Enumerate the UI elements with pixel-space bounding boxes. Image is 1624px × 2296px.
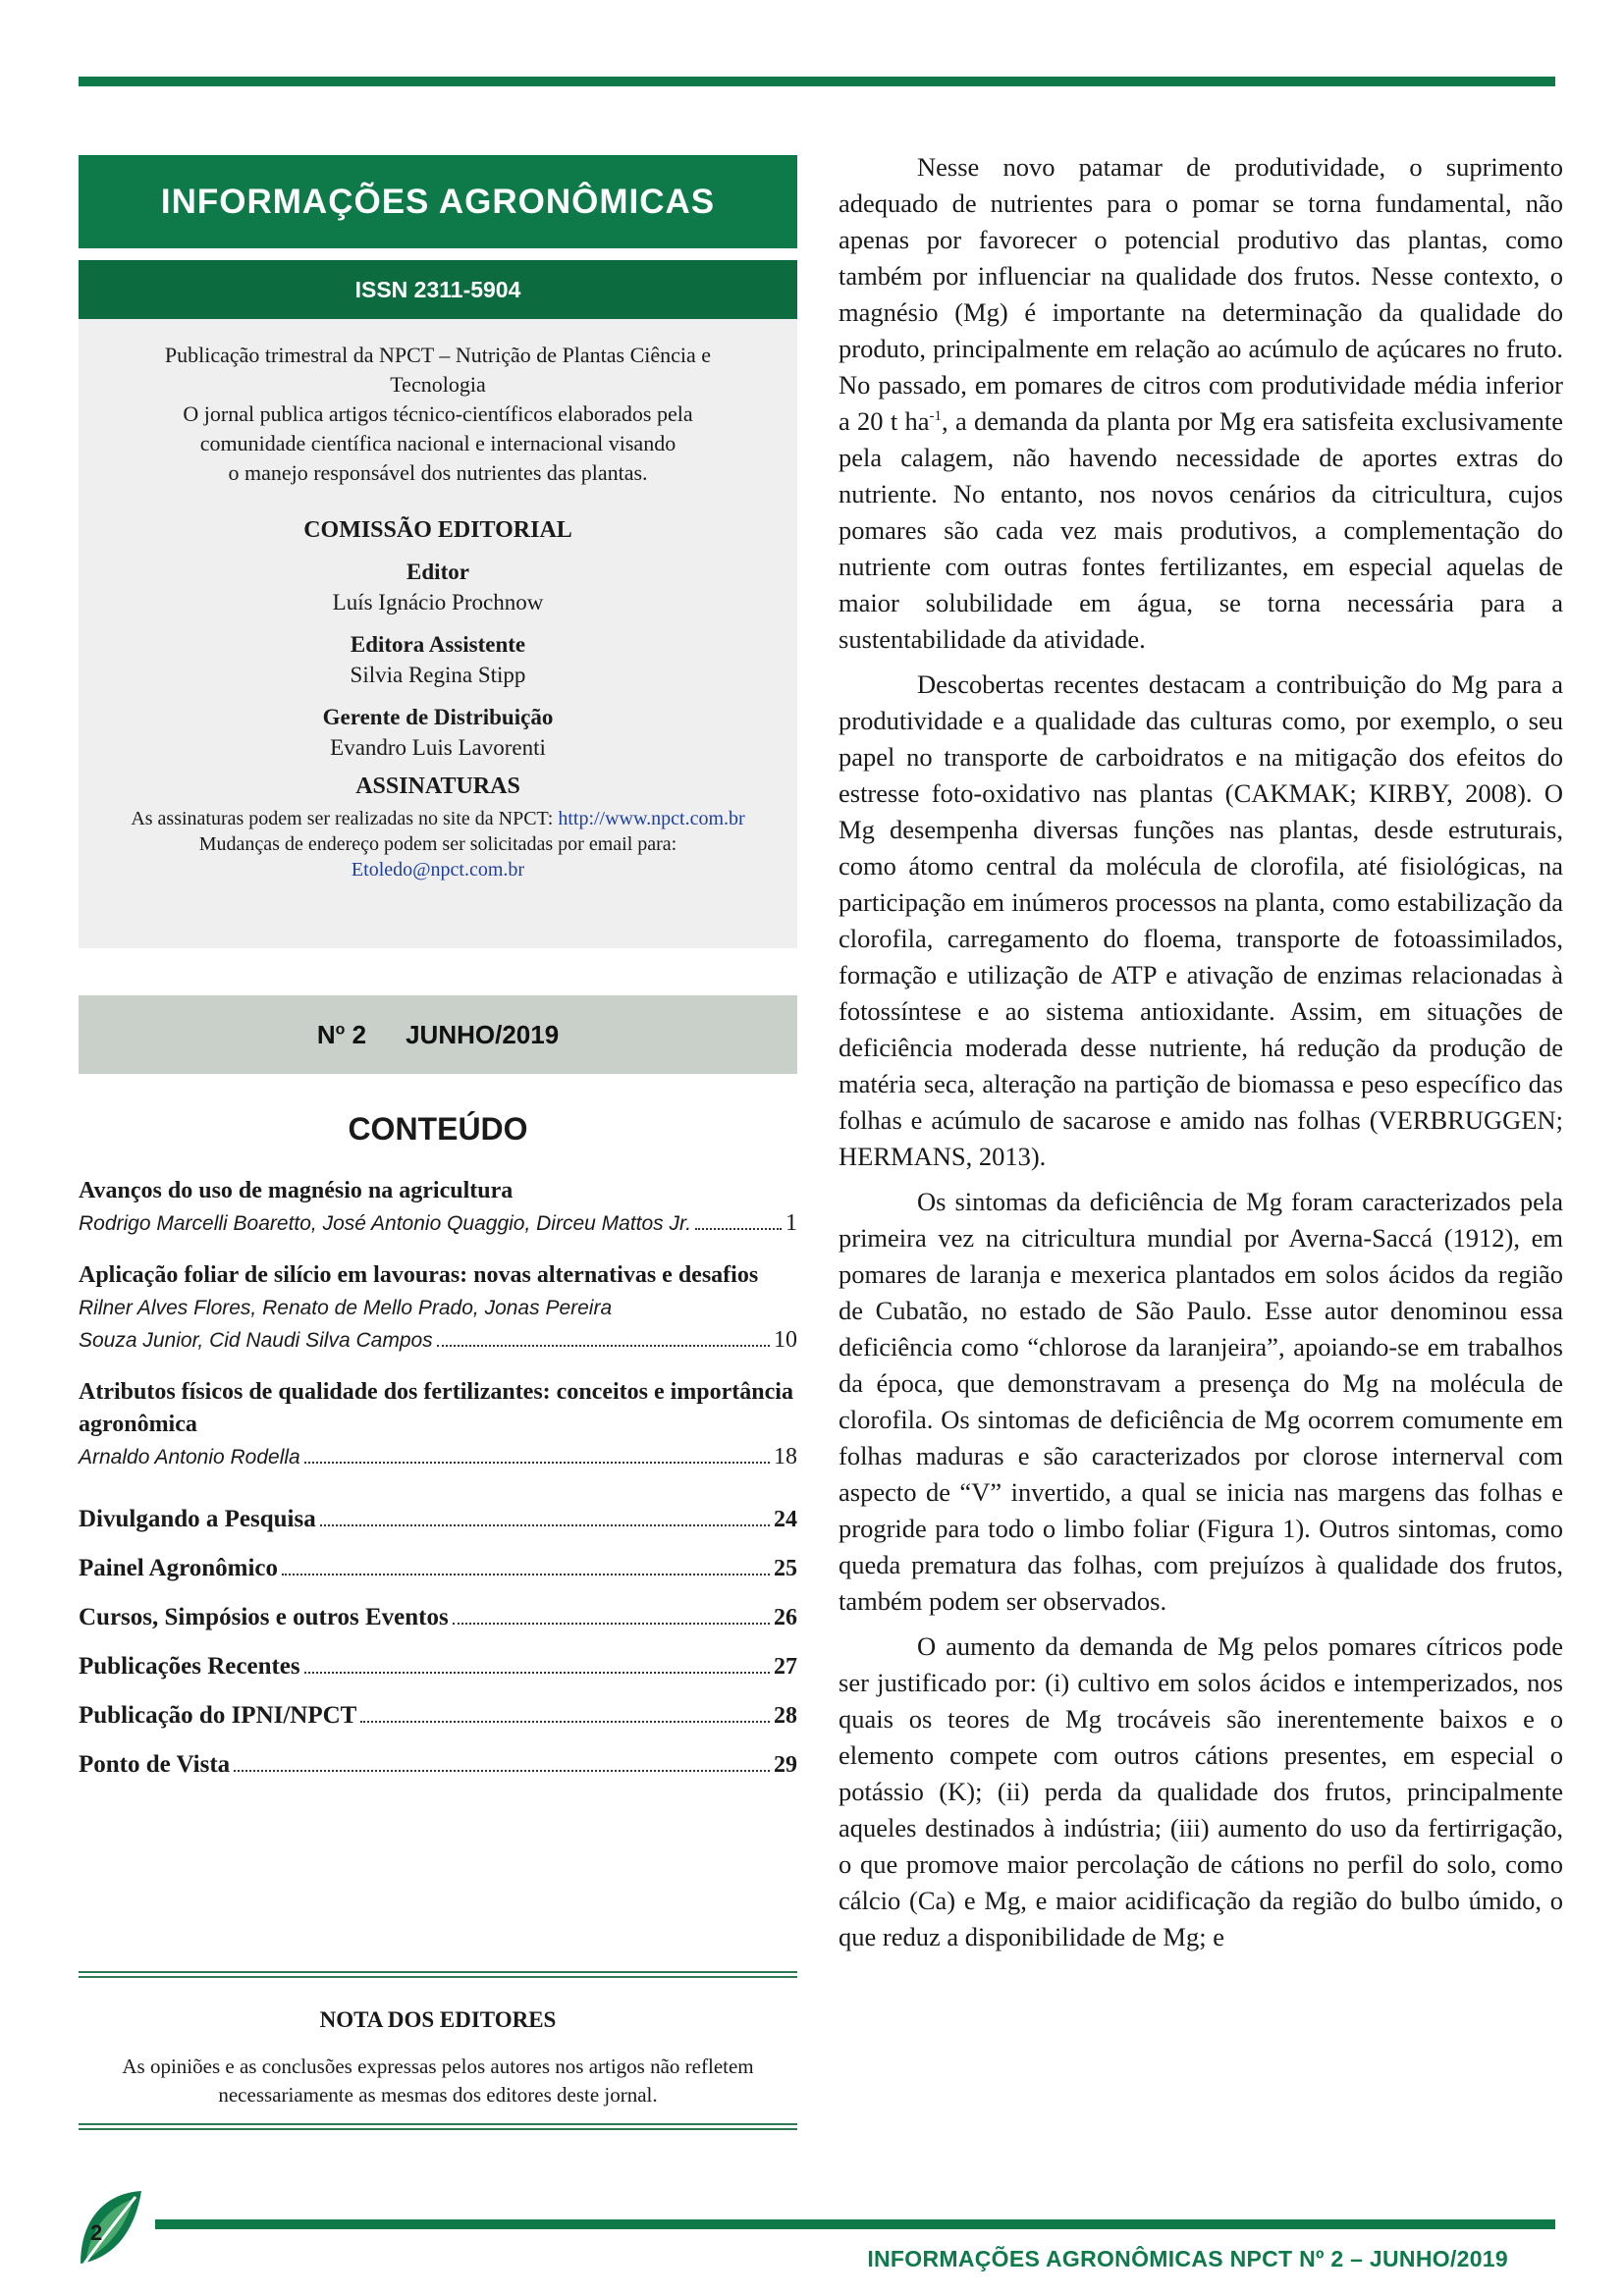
subscriptions-line-2: Mudanças de endereço podem ser solicitadas por email para: bbox=[198, 833, 677, 855]
toc-author-line: Arnaldo Antonio Rodella bbox=[79, 1446, 300, 1468]
toc-section[interactable] bbox=[79, 1503, 797, 1536]
toc-leader-dots bbox=[453, 1623, 770, 1625]
subscriptions-heading: ASSINATURAS bbox=[355, 774, 520, 799]
publication-description bbox=[108, 341, 768, 488]
issue-number bbox=[317, 1020, 366, 1050]
body-paragraph: Os sintomas da deficiência de Mg foram caracterizados pela primeira vez na citricultura mundial por Averna-Saccá (1912), em pomares de laranja e mexerica plantados em solos ácidos da região de Cubatão, no estado de São Paulo. Esse autor denominou essa deficiência como “chlorose da laranjeira”, apoiando-se em trabalhos da época, que demonstravam a presença do Mg na molécula de clorofila. Os sintomas de deficiência de Mg ocorrem comumente em folhas maduras e são caracterizados por clorose internerval com aspecto de “V” invertido, a qual se inicia nas margens das folhas e progride para todo o limbo foliar (Figura 1). Outros sintomas, como queda prematura das folhas, com prejuízos à qualidade dos frutos, também podem ser observados. bbox=[839, 1187, 1563, 1616]
editors-note bbox=[79, 1971, 797, 2130]
toc-article[interactable] bbox=[79, 1376, 797, 1473]
toc-leader-dots bbox=[304, 1672, 770, 1674]
toc-leader-dots bbox=[234, 1770, 770, 1772]
top-green-rule bbox=[79, 77, 1555, 86]
description-line: Publicação trimestral da NPCT – Nutrição de Plantas Ciência e bbox=[164, 343, 712, 367]
issn-bar bbox=[79, 260, 797, 319]
toc-section[interactable] bbox=[79, 1552, 797, 1585]
masthead-gap bbox=[79, 248, 797, 260]
description-line: comunidade científica nacional e internacional visando bbox=[199, 431, 677, 455]
toc-leader-dots bbox=[320, 1524, 770, 1526]
toc-section[interactable] bbox=[79, 1748, 797, 1782]
toc-leader-dots bbox=[360, 1721, 770, 1723]
toc-article-authors bbox=[79, 1207, 797, 1240]
masthead-title: INFORMAÇÕES AGRONÔMICAS bbox=[160, 182, 716, 221]
toc-page-number: 24 bbox=[774, 1507, 797, 1532]
footer-running-title: INFORMAÇÕES AGRONÔMICAS NPCT Nº 2 – JUNHO/2019 bbox=[867, 2246, 1508, 2271]
body-paragraph: Descobertas recentes destacam a contribuição do Mg para a produtividade e a qualidade das culturas como, por exemplo, o seu papel no transporte de carboidratos e na mitigação dos efeitos do estresse foto-oxidativo nas plantas (CAKMAK; KIRBY, 2008). O Mg desempenha diversas funções nas plantas, desde estruturais, como átomo central da molécula de clorofila, até fisiológicas, na participação em inúmeros processos na planta, como estabilização da clorofila, carregamento do floema, transporte de fotoassimilados, formação e utilização de ATP e ativação de enzimas relacionadas à fotossíntese e ao sistema antioxidante. Assim, em situações de deficiência moderada desse nutriente, há redução da produção de matéria seca, alteração na partição de biomassa e peso específico das folhas e acúmulo de sacarose e amido nas folhas (VERBRUGGEN; HERMANS, 2013). bbox=[839, 669, 1563, 1171]
bottom-green-rule bbox=[155, 2219, 1555, 2229]
note-text: As opiniões e as conclusões expressas pelos autores nos artigos não refletem necessariamente as mesmas dos editores deste jornal. bbox=[122, 2055, 754, 2107]
left-column bbox=[79, 155, 797, 1797]
toc-page-number: 27 bbox=[774, 1654, 797, 1680]
toc-author-line: Souza Junior, Cid Naudi Silva Campos bbox=[79, 1329, 433, 1352]
editor-role: Editor bbox=[406, 560, 469, 584]
toc-page-number: 10 bbox=[774, 1327, 797, 1353]
contents-title: CONTEÚDO bbox=[348, 1111, 528, 1147]
distribution-manager-role: Gerente de Distribuição bbox=[322, 705, 554, 729]
toc-leader-dots bbox=[437, 1345, 770, 1347]
toc-leader-dots bbox=[695, 1228, 782, 1230]
toc-page-number: 29 bbox=[774, 1752, 797, 1778]
editorial-board-heading: COMISSÃO EDITORIAL bbox=[303, 517, 572, 543]
issue-date: JUNHO/2019 bbox=[406, 1019, 560, 1049]
toc-page-number: 25 bbox=[774, 1556, 797, 1581]
toc-leader-dots bbox=[282, 1574, 770, 1575]
issn-label: ISSN 2311-5904 bbox=[354, 276, 521, 302]
toc-author-line: Rilner Alves Flores, Renato de Mello Prado, Jonas Pereira bbox=[79, 1297, 613, 1319]
toc-section[interactable] bbox=[79, 1650, 797, 1683]
toc-section-title: Divulgando a Pesquisa bbox=[79, 1506, 316, 1532]
body-text: , a demanda da planta por Mg era satisfeita exclusivamente pela calagem, não havendo necessidade de aportes extras do nutriente. No entanto, nos novos cenários da citricultura, cujos pomares são cada vez mais produtivos, a complementação do nutriente com outras fontes fertilizantes, em especial aquelas de maior solubilidade em água, se torna necessária para a sustentabilidade da atividade. bbox=[839, 406, 1563, 654]
masthead-banner bbox=[79, 155, 797, 248]
note-title: NOTA DOS EDITORES bbox=[319, 2007, 557, 2032]
article-body-column bbox=[839, 149, 1563, 1964]
note-bottom-rule bbox=[79, 2123, 797, 2130]
toc-article[interactable] bbox=[79, 1175, 797, 1240]
toc-article-title: Atributos físicos de qualidade dos fertilizantes: conceitos e importância agronômica bbox=[79, 1379, 793, 1437]
issue-number-value: 2 bbox=[345, 1019, 367, 1049]
toc-leader-dots bbox=[304, 1462, 770, 1464]
body-paragraph: O aumento da demanda de Mg pelos pomares cítricos pode ser justificado por: (i) cultivo em solos ácidos e intemperizados, nos quais os teores de Mg trocáveis são inerentemente baixos e o elemento compete com outros cátions presentes, em especial o potássio (K); (ii) perda da qualidade dos frutos, principalmente aqueles destinados à indústria; (iii) aumento do uso da fertirrigação, o que promove maior percolação de cátions no perfil do solo, como cálcio (Ca) e Mg, e maior acidificação da região do bulbo úmido, o que reduz a disponibilidade de Mg; e bbox=[839, 1631, 1563, 1951]
assistant-editor-name: Silvia Regina Stipp bbox=[350, 663, 526, 687]
issue-bar bbox=[79, 995, 797, 1074]
page-number: 2 bbox=[90, 2220, 103, 2245]
description-line: Tecnologia bbox=[390, 372, 486, 397]
issue-number-sup: o bbox=[335, 1020, 346, 1038]
table-of-contents bbox=[79, 1175, 797, 1782]
toc-section[interactable] bbox=[79, 1601, 797, 1634]
subscriptions-text bbox=[108, 806, 768, 882]
body-text: Nesse novo patamar de produtividade, o suprimento adequado de nutrientes para o pomar se torna fundamental, não apenas por favorecer o potencial produtivo das plantas, como também por influenciar na qualidade dos frutos. Nesse contexto, o magnésio (Mg) é importante na determinação da qualidade do produto, principalmente em relação ao acúmulo de açúcares no fruto. No passado, em pomares de citros com produtividade média inferior a 20 t ha bbox=[839, 152, 1563, 436]
editorial-panel bbox=[79, 319, 797, 948]
toc-page-number: 26 bbox=[774, 1605, 797, 1630]
toc-page-number: 18 bbox=[774, 1444, 797, 1469]
subscriptions-line-1: As assinaturas podem ser realizadas no site da NPCT: bbox=[131, 808, 559, 829]
description-line: O jornal publica artigos técnico-científicos elaborados pela bbox=[183, 401, 693, 426]
issue-number-label: N bbox=[316, 1019, 336, 1049]
toc-article-authors bbox=[79, 1324, 797, 1357]
toc-article-title: Avanços do uso de magnésio na agricultura bbox=[79, 1178, 514, 1203]
toc-section[interactable] bbox=[79, 1699, 797, 1733]
toc-section-title: Cursos, Simpósios e outros Eventos bbox=[79, 1604, 449, 1630]
toc-section-title: Publicação do IPNI/NPCT bbox=[79, 1702, 357, 1729]
toc-spacer bbox=[79, 1493, 797, 1503]
toc-article-authors bbox=[79, 1441, 797, 1473]
toc-page-number: 1 bbox=[785, 1210, 797, 1236]
body-paragraph bbox=[839, 149, 1563, 658]
toc-section-title: Publicações Recentes bbox=[79, 1653, 300, 1680]
contact-email-link[interactable]: Etoledo@npct.com.br bbox=[351, 859, 525, 881]
toc-article[interactable] bbox=[79, 1259, 797, 1357]
unit-superscript: -1 bbox=[929, 408, 943, 425]
description-line: o manejo responsável dos nutrientes das plantas. bbox=[228, 460, 648, 485]
editor-name: Luís Ignácio Prochnow bbox=[332, 590, 544, 614]
toc-author-line: Rodrigo Marcelli Boaretto, José Antonio Quaggio, Dirceu Mattos Jr. bbox=[79, 1212, 692, 1235]
toc-section-title: Painel Agronômico bbox=[79, 1555, 279, 1581]
assistant-editor-role: Editora Assistente bbox=[350, 632, 526, 657]
distribution-manager-name: Evandro Luis Lavorenti bbox=[330, 735, 546, 760]
npct-website-link[interactable]: http://www.npct.com.br bbox=[558, 808, 745, 829]
leaf-logo-icon bbox=[77, 2189, 145, 2268]
toc-section-title: Ponto de Vista bbox=[79, 1751, 231, 1778]
toc-article-title: Aplicação foliar de silício em lavouras: novas alternativas e desafios bbox=[79, 1262, 759, 1288]
note-top-rule bbox=[79, 1971, 797, 1978]
toc-page-number: 28 bbox=[774, 1703, 797, 1729]
